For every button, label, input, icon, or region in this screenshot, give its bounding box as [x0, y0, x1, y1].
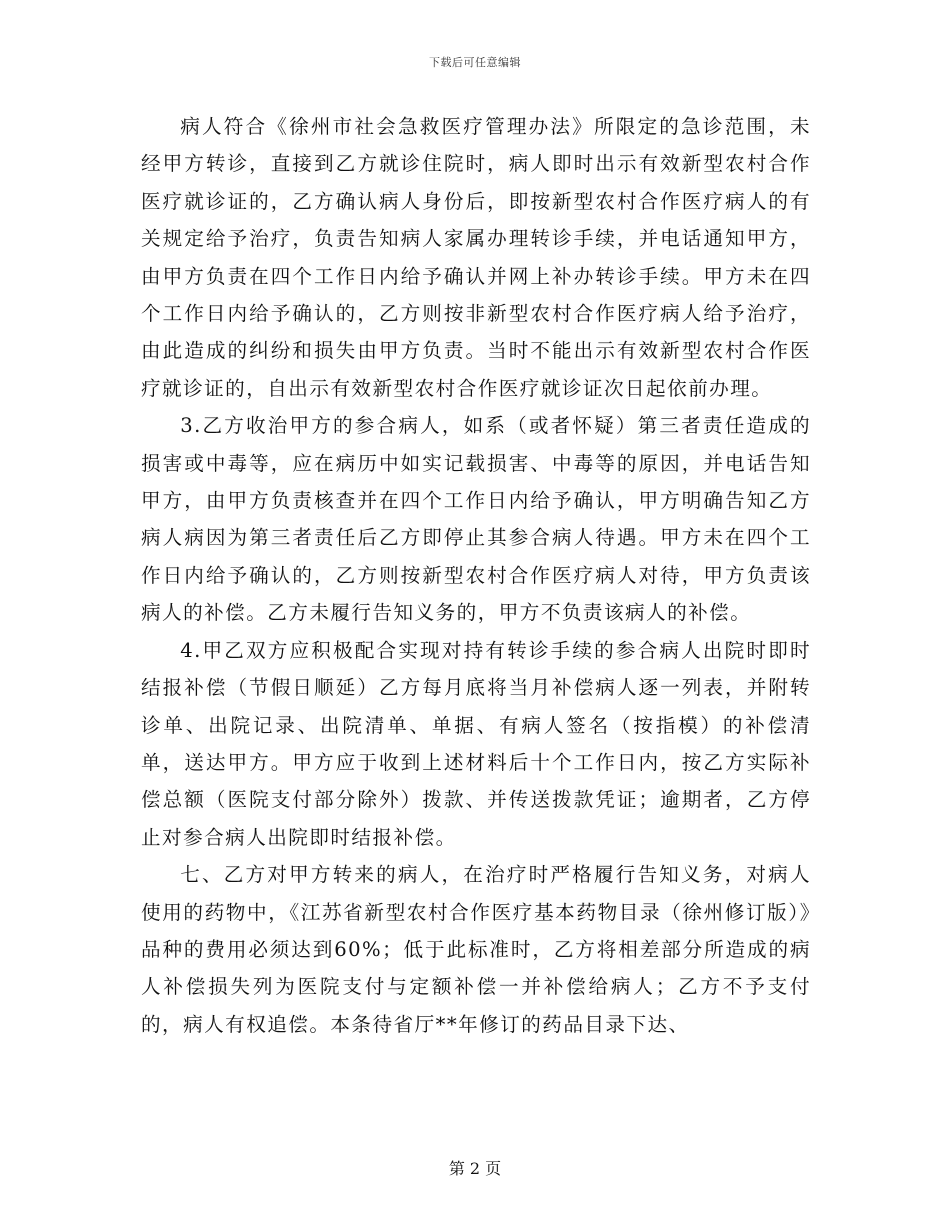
document-body: [141, 108, 811, 1043]
page-header: 下载后可任意编辑: [429, 56, 521, 69]
paragraph-third-party-liability: 3.乙方收治甲方的参合病人，如系（或者怀疑）第三者责任造成的损害或中毒等，应在病历中如实记载损害、中毒等的原因，并电话告知甲方，由甲方负责核查并在四个工作日内给予确认，甲方明确告知乙方病人病因为第三者责任后乙方即停止其参合病人待遇。甲方未在四个工作日内给予确认的，乙方则按新型农村合作医疗病人对待，甲方负责该病人的补偿。乙方未履行告知义务的，甲方不负责该病人的补偿。: [141, 414, 811, 625]
paragraph-discharge-settlement: 4.甲乙双方应积极配合实现对持有转诊手续的参合病人出院时即时结报补偿（节假日顺延）乙方每月底将当月补偿病人逐一列表，并附转诊单、出院记录、出院清单、单据、有病人签名（按指模）的补偿清单，送达甲方。甲方应于收到上述材料后十个工作日内，按乙方实际补偿总额（医院支付部分除外）拨款、并传送拨款凭证；逾期者，乙方停止对参合病人出院即时结报补偿。: [141, 638, 811, 849]
paragraph-drug-list-requirement: 七、乙方对甲方转来的病人，在治疗时严格履行告知义务，对病人使用的药物中，《江苏省新型农村合作医疗基本药物目录（徐州修订版）》品种的费用必须达到60%；低于此标准时，乙方将相差部分所造成的病人补偿损失列为医院支付与定额补偿一并补偿给病人；乙方不予支付的，病人有权追偿。本条待省厅**年修订的药品目录下达、: [141, 863, 811, 1036]
paragraph-emergency-admission: 病人符合《徐州市社会急救医疗管理办法》所限定的急诊范围，未经甲方转诊，直接到乙方就诊住院时，病人即时出示有效新型农村合作医疗就诊证的，乙方确认病人身份后，即按新型农村合作医疗病人的有关规定给予治疗，负责告知病人家属办理转诊手续，并电话通知甲方，由甲方负责在四个工作日内给予确认并网上补办转诊手续。甲方未在四个工作日内给予确认的，乙方则按非新型农村合作医疗病人给予治疗，由此造成的纠纷和损失由甲方负责。当时不能出示有效新型农村合作医疗就诊证的，自出示有效新型农村合作医疗就诊证次日起依前办理。: [141, 115, 811, 400]
page-number: 第 2 页: [448, 1159, 502, 1178]
